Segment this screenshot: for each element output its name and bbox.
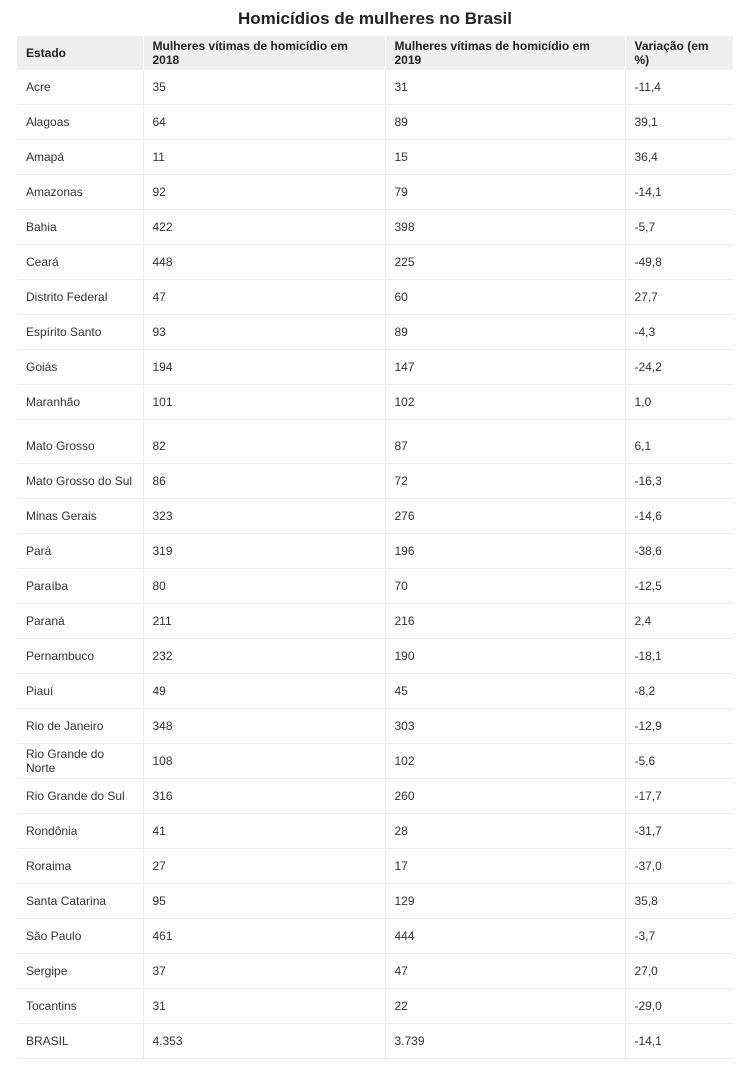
value-2019-cell: 60 bbox=[385, 280, 625, 315]
estado-cell: Tocantins bbox=[17, 989, 143, 1024]
header-2018: Mulheres vítimas de homicídio em 2018 bbox=[143, 36, 385, 70]
estado-cell: Minas Gerais bbox=[17, 499, 143, 534]
table-row bbox=[17, 245, 733, 280]
table-row bbox=[17, 989, 733, 1024]
value-2019-cell: 129 bbox=[385, 884, 625, 919]
header-row bbox=[17, 36, 733, 70]
variation-cell: -4,3 bbox=[625, 315, 733, 350]
variation-cell: -14,6 bbox=[625, 499, 733, 534]
table-row bbox=[17, 604, 733, 639]
value-2019-cell: 31 bbox=[385, 70, 625, 105]
value-2019-cell: 89 bbox=[385, 105, 625, 140]
table-row bbox=[17, 709, 733, 744]
table-row bbox=[17, 569, 733, 604]
table-row bbox=[17, 954, 733, 989]
table-row bbox=[17, 420, 733, 464]
variation-cell: -16,3 bbox=[625, 464, 733, 499]
value-2018-cell: 64 bbox=[143, 105, 385, 140]
value-2019-cell: 216 bbox=[385, 604, 625, 639]
variation-cell: -12,5 bbox=[625, 569, 733, 604]
estado-cell: Rio Grande do Sul bbox=[17, 779, 143, 814]
estado-cell: Maranhão bbox=[17, 385, 143, 420]
value-2018-cell: 108 bbox=[143, 744, 385, 779]
value-2018-cell: 95 bbox=[143, 884, 385, 919]
table-row bbox=[17, 70, 733, 105]
estado-cell: Espírito Santo bbox=[17, 315, 143, 350]
variation-cell: 36,4 bbox=[625, 140, 733, 175]
variation-cell: -38,6 bbox=[625, 534, 733, 569]
value-2019-cell: 102 bbox=[385, 744, 625, 779]
variation-cell: -24,2 bbox=[625, 350, 733, 385]
table-row bbox=[17, 175, 733, 210]
estado-cell: Sergipe bbox=[17, 954, 143, 989]
table-row bbox=[17, 499, 733, 534]
table-row bbox=[17, 315, 733, 350]
estado-cell: Paraíba bbox=[17, 569, 143, 604]
value-2018-cell: 35 bbox=[143, 70, 385, 105]
estado-cell: Mato Grosso bbox=[17, 420, 143, 464]
value-2018-cell: 448 bbox=[143, 245, 385, 280]
value-2018-cell: 194 bbox=[143, 350, 385, 385]
value-2019-cell: 87 bbox=[385, 420, 625, 464]
value-2019-cell: 260 bbox=[385, 779, 625, 814]
estado-cell: Distrito Federal bbox=[17, 280, 143, 315]
header-variacao: Variação (em %) bbox=[625, 36, 733, 70]
variation-cell: -29,0 bbox=[625, 989, 733, 1024]
value-2019-cell: 15 bbox=[385, 140, 625, 175]
table-row bbox=[17, 105, 733, 140]
variation-cell: 27,0 bbox=[625, 954, 733, 989]
value-2019-cell: 45 bbox=[385, 674, 625, 709]
value-2019-cell: 79 bbox=[385, 175, 625, 210]
value-2019-cell: 276 bbox=[385, 499, 625, 534]
table-row bbox=[17, 140, 733, 175]
estado-cell: Pará bbox=[17, 534, 143, 569]
variation-cell: -5,7 bbox=[625, 210, 733, 245]
table-row bbox=[17, 849, 733, 884]
value-2019-cell: 444 bbox=[385, 919, 625, 954]
table-row bbox=[17, 744, 733, 779]
table-row bbox=[17, 350, 733, 385]
estado-cell: Rio de Janeiro bbox=[17, 709, 143, 744]
value-2018-cell: 316 bbox=[143, 779, 385, 814]
table-body bbox=[17, 70, 733, 1059]
estado-cell: Pernambuco bbox=[17, 639, 143, 674]
table-title: Homicídios de mulheres no Brasil bbox=[238, 9, 512, 28]
estado-cell: Amapá bbox=[17, 140, 143, 175]
value-2019-cell: 225 bbox=[385, 245, 625, 280]
variation-cell: -11,4 bbox=[625, 70, 733, 105]
value-2018-cell: 92 bbox=[143, 175, 385, 210]
table-row bbox=[17, 280, 733, 315]
estado-cell: São Paulo bbox=[17, 919, 143, 954]
value-2018-cell: 37 bbox=[143, 954, 385, 989]
variation-cell: 6,1 bbox=[625, 420, 733, 464]
value-2019-cell: 3.739 bbox=[385, 1024, 625, 1059]
value-2018-cell: 232 bbox=[143, 639, 385, 674]
estado-cell: Roraima bbox=[17, 849, 143, 884]
table-row bbox=[17, 385, 733, 420]
variation-cell: -14,1 bbox=[625, 1024, 733, 1059]
table-header bbox=[17, 36, 733, 70]
table-row bbox=[17, 814, 733, 849]
variation-cell: -12,9 bbox=[625, 709, 733, 744]
estado-cell: Paraná bbox=[17, 604, 143, 639]
estado-cell: Piauí bbox=[17, 674, 143, 709]
variation-cell: -18,1 bbox=[625, 639, 733, 674]
table-row bbox=[17, 464, 733, 499]
variation-cell: -31,7 bbox=[625, 814, 733, 849]
homicide-table bbox=[17, 36, 733, 1059]
table-row bbox=[17, 639, 733, 674]
value-2019-cell: 17 bbox=[385, 849, 625, 884]
table-row bbox=[17, 884, 733, 919]
value-2018-cell: 86 bbox=[143, 464, 385, 499]
value-2019-cell: 196 bbox=[385, 534, 625, 569]
estado-cell: Goiás bbox=[17, 350, 143, 385]
estado-cell: Bahia bbox=[17, 210, 143, 245]
variation-cell: 35,8 bbox=[625, 884, 733, 919]
value-2018-cell: 348 bbox=[143, 709, 385, 744]
estado-cell: Amazonas bbox=[17, 175, 143, 210]
value-2018-cell: 47 bbox=[143, 280, 385, 315]
value-2019-cell: 102 bbox=[385, 385, 625, 420]
variation-cell: 27,7 bbox=[625, 280, 733, 315]
value-2018-cell: 82 bbox=[143, 420, 385, 464]
variation-cell: -8,2 bbox=[625, 674, 733, 709]
variation-cell: -37,0 bbox=[625, 849, 733, 884]
value-2019-cell: 147 bbox=[385, 350, 625, 385]
value-2018-cell: 80 bbox=[143, 569, 385, 604]
value-2019-cell: 72 bbox=[385, 464, 625, 499]
value-2018-cell: 41 bbox=[143, 814, 385, 849]
value-2019-cell: 28 bbox=[385, 814, 625, 849]
variation-cell: -17,7 bbox=[625, 779, 733, 814]
value-2019-cell: 303 bbox=[385, 709, 625, 744]
variation-cell: 1,0 bbox=[625, 385, 733, 420]
value-2018-cell: 49 bbox=[143, 674, 385, 709]
value-2018-cell: 4.353 bbox=[143, 1024, 385, 1059]
table-row bbox=[17, 919, 733, 954]
value-2018-cell: 211 bbox=[143, 604, 385, 639]
value-2018-cell: 93 bbox=[143, 315, 385, 350]
estado-cell: Mato Grosso do Sul bbox=[17, 464, 143, 499]
estado-cell: Acre bbox=[17, 70, 143, 105]
estado-cell: BRASIL bbox=[17, 1024, 143, 1059]
variation-cell: -14,1 bbox=[625, 175, 733, 210]
variation-cell: 39,1 bbox=[625, 105, 733, 140]
table-row bbox=[17, 674, 733, 709]
variation-cell: -3,7 bbox=[625, 919, 733, 954]
table-row bbox=[17, 779, 733, 814]
value-2018-cell: 323 bbox=[143, 499, 385, 534]
value-2018-cell: 101 bbox=[143, 385, 385, 420]
header-estado: Estado bbox=[17, 36, 143, 70]
estado-cell: Rio Grande do Norte bbox=[17, 744, 143, 779]
value-2019-cell: 22 bbox=[385, 989, 625, 1024]
table-row bbox=[17, 1024, 733, 1059]
table-row bbox=[17, 210, 733, 245]
estado-cell: Alagoas bbox=[17, 105, 143, 140]
value-2018-cell: 31 bbox=[143, 989, 385, 1024]
value-2019-cell: 398 bbox=[385, 210, 625, 245]
variation-cell: 2,4 bbox=[625, 604, 733, 639]
estado-cell: Ceará bbox=[17, 245, 143, 280]
value-2019-cell: 47 bbox=[385, 954, 625, 989]
table-row bbox=[17, 534, 733, 569]
value-2019-cell: 190 bbox=[385, 639, 625, 674]
value-2018-cell: 461 bbox=[143, 919, 385, 954]
value-2018-cell: 319 bbox=[143, 534, 385, 569]
variation-cell: -5,6 bbox=[625, 744, 733, 779]
value-2018-cell: 11 bbox=[143, 140, 385, 175]
value-2018-cell: 422 bbox=[143, 210, 385, 245]
value-2019-cell: 70 bbox=[385, 569, 625, 604]
header-2019: Mulheres vítimas de homicídio em 2019 bbox=[385, 36, 625, 70]
estado-cell: Rondônia bbox=[17, 814, 143, 849]
estado-cell: Santa Catarina bbox=[17, 884, 143, 919]
value-2018-cell: 27 bbox=[143, 849, 385, 884]
value-2019-cell: 89 bbox=[385, 315, 625, 350]
variation-cell: -49,8 bbox=[625, 245, 733, 280]
